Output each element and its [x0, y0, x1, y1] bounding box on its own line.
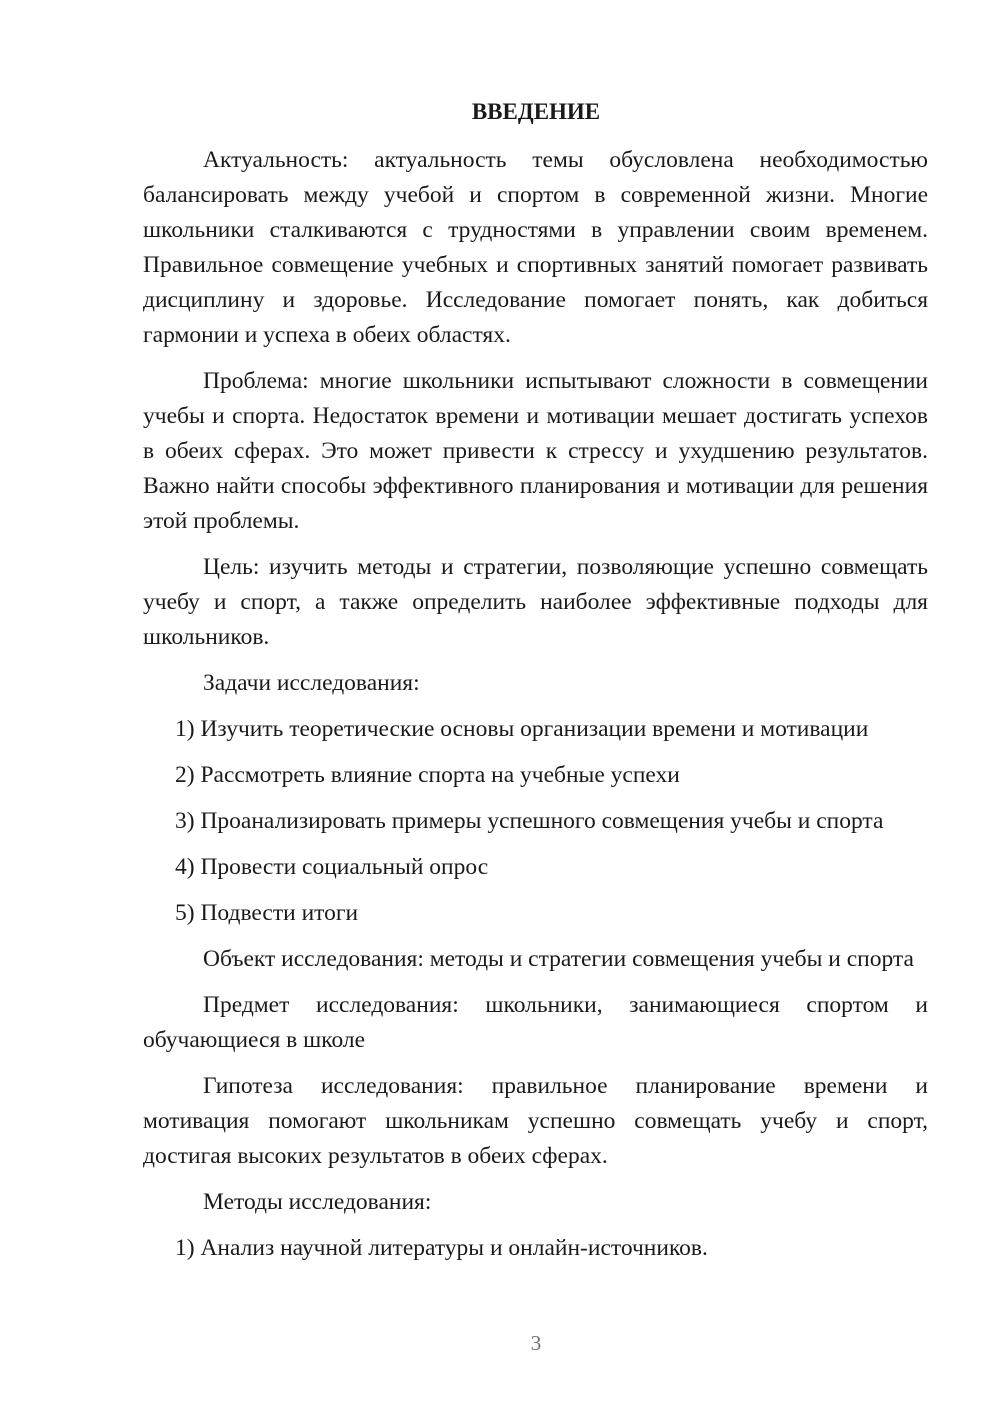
page-title: ВВЕДЕНИЕ: [471, 99, 601, 124]
task-item: 2) Рассмотреть влияние спорта на учебные успехи: [175, 762, 680, 788]
method-item: 1) Анализ научной литературы и онлайн-источников.: [175, 1235, 708, 1261]
task-item: 1) Изучить теоретические основы организации времени и мотивации: [175, 716, 869, 742]
task-item: 3) Проанализировать примеры успешного совмещения учебы и спорта: [175, 808, 884, 834]
page-number: 3: [530, 1331, 542, 1355]
subject-paragraph: Предмет исследования: школьники, занимающиеся спортом и обучающиеся в школе: [143, 992, 928, 1053]
hypothesis-paragraph: Гипотеза исследования: правильное планирование времени и мотивация помогают школьникам успешно совмещать учебу и спорт, достигая высоких результатов в обеих сферах.: [143, 1073, 928, 1169]
tasks-heading: Задачи исследования:: [203, 670, 420, 696]
object-paragraph: Объект исследования: методы и стратегии совмещения учебы и спорта: [203, 946, 914, 972]
task-item: 5) Подвести итоги: [175, 900, 359, 926]
methods-list: [143, 1231, 928, 1266]
goal-paragraph: Цель: изучить методы и стратегии, позволяющие успешно совмещать учебу и спорт, а также определить наиболее эффективные подходы для школьников.: [143, 554, 928, 650]
tasks-list: [143, 712, 928, 931]
document-body: [143, 143, 928, 1277]
methods-heading: Методы исследования:: [203, 1189, 432, 1215]
relevance-paragraph: Актуальность: актуальность темы обусловлена необходимостью балансировать между учебой и спортом в современной жизни. Многие школьники сталкиваются с трудностями в управлении своим временем. Правильное совмещение учебных и спортивных занятий помогает развивать дисциплину и здоровье. Исследование помогает понять, как добиться гармонии и успеха в обеих областях.: [143, 147, 928, 348]
problem-paragraph: Проблема: многие школьники испытывают сложности в совмещении учебы и спорта. Недостаток времени и мотивации мешает достигать успехов в обеих сферах. Это может привести к стрессу и ухудшению результатов. Важно найти способы эффективного планирования и мотивации для решения этой проблемы.: [143, 368, 928, 534]
task-item: 4) Провести социальный опрос: [175, 854, 489, 880]
